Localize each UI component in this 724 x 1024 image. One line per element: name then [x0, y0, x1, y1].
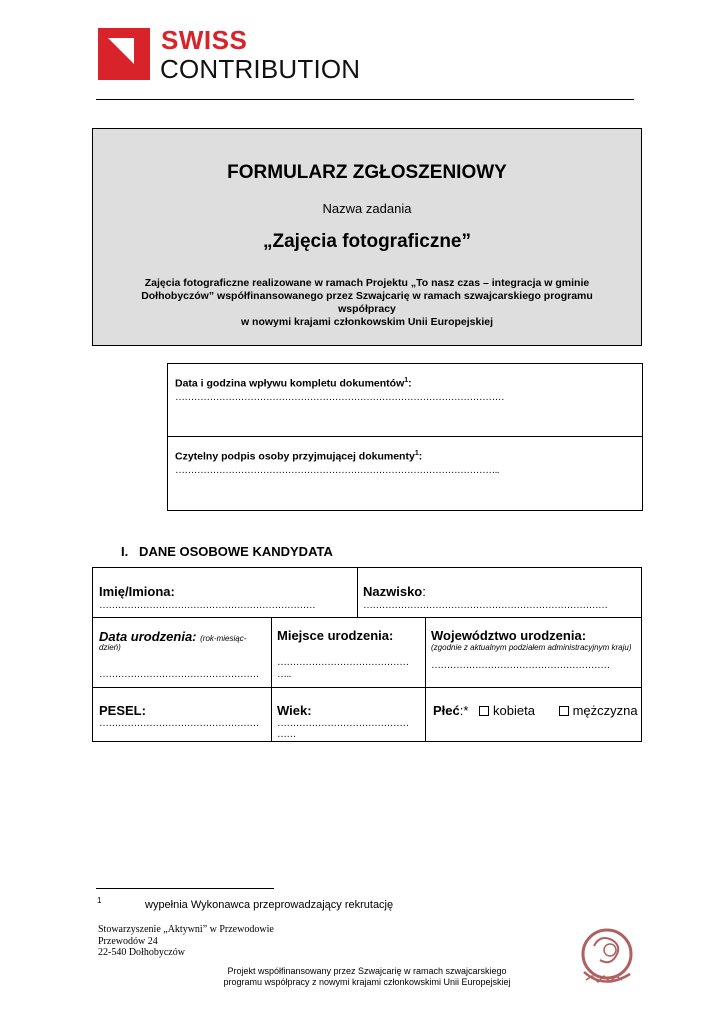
gender-field [433, 703, 638, 718]
age-label: Wiek: [277, 703, 312, 718]
receipt-date-row [168, 364, 642, 437]
footnote-ref: 1 [404, 377, 409, 384]
swiss-flag-icon [98, 28, 150, 80]
gender-label: Płeć [433, 703, 460, 718]
table-divider [425, 617, 426, 742]
birthplace-field[interactable]: …………………………………… [277, 657, 409, 668]
association-city: 22-540 Dołhobyczów [98, 947, 185, 958]
first-name-field[interactable]: …………………………………………………………… [99, 600, 316, 611]
swiss-contribution-logo [98, 25, 361, 84]
pesel-field[interactable]: …………………………………………… [99, 718, 259, 729]
form-title: FORMULARZ ZGŁOSZENIOWY [227, 162, 507, 183]
table-divider [93, 617, 641, 618]
birth-date-field[interactable]: …………………………………………… [99, 669, 259, 680]
first-name-label: Imię/Imiona: [99, 584, 175, 599]
receipt-date-label: Data i godzina wpływu kompletu dokumentów$^1$: [175, 377, 412, 390]
table-divider [271, 617, 272, 742]
age-field-cont: …… [277, 729, 296, 740]
receipt-box [167, 363, 643, 511]
birthplace-label: Miejsce urodzenia: [277, 628, 394, 643]
last-name-label: Nazwisko: [363, 584, 426, 599]
association-street: Przewodów 24 [98, 935, 158, 947]
footnote-text: wypełnia Wykonawca przeprowadzający rekrutację [145, 899, 394, 911]
task-description [113, 277, 621, 329]
logo-swiss-text: SWISS [161, 25, 248, 55]
section-title: I. DANE OSOBOWE KANDYDATA [121, 544, 333, 559]
male-option-label: mężczyzna [572, 703, 638, 718]
receipt-signature-row [168, 437, 642, 510]
header-divider [96, 99, 634, 100]
footnote-ref: 1 [414, 450, 419, 457]
receipt-signature-label: Czytelny podpis osoby przyjmującej dokumenty$^1$: [175, 450, 423, 463]
task-description-line: Zajęcia fotograficzne realizowane w ramach Projektu „To nasz czas – integracja w gminie [144, 277, 590, 289]
receipt-date-field[interactable]: …………………………………………………………………………………………… [175, 392, 505, 403]
birth-date-hint: dzień) [99, 643, 121, 652]
female-checkbox[interactable] [479, 706, 489, 716]
footnote-number: 1 [97, 896, 102, 905]
project-note-line: Projekt współfinansowany przez Szwajcarię w ramach szwajcarskiego [227, 966, 507, 976]
project-funding-note [200, 966, 534, 988]
footnote-divider [96, 888, 274, 889]
table-divider [357, 568, 358, 617]
last-name-field[interactable]: …………………………………………………………………… [363, 600, 608, 611]
association-name: Stowarzyszenie „Aktywni” w Przewodowie [98, 924, 274, 935]
personal-data-table [92, 567, 642, 742]
project-note-line: programu współpracy z nowymi krajami członkowskimi Unii Europejskiej [223, 977, 511, 987]
male-checkbox[interactable] [559, 706, 569, 716]
task-description-line: Dołhobyczów” współfinansowanego przez Szwajcarię w ramach szwajcarskiego programu współpracy [141, 290, 593, 315]
logo-contribution-text: CONTRIBUTION [160, 54, 361, 84]
province-label: Województwo urodzenia: [431, 628, 587, 643]
task-name: „Zajęcia fotograficzne” [263, 231, 471, 252]
age-field[interactable]: …………………………………… [277, 718, 409, 729]
table-divider [93, 687, 641, 688]
task-label: Nazwa zadania [322, 201, 412, 216]
title-box [92, 128, 642, 346]
female-option-label: kobieta [493, 703, 535, 718]
receipt-signature-field[interactable]: ………………………………………………………………………………………….. [175, 465, 499, 476]
birth-date-label: Data urodzenia: (rok-miesiąc- [99, 629, 247, 644]
gotania-logo-icon [574, 918, 640, 994]
task-description-line: w nowymi krajami członkowskim Unii Europejskiej [240, 316, 494, 328]
birthplace-field-cont: ….. [277, 669, 291, 680]
province-hint: (zgodnie z aktualnym podziałem administracyjnym kraju) [431, 643, 632, 652]
association-address [98, 924, 274, 959]
province-field[interactable]: ………………………………………………… [431, 660, 610, 671]
pesel-label: PESEL: [99, 703, 146, 718]
gender-marker: :* [459, 703, 469, 718]
